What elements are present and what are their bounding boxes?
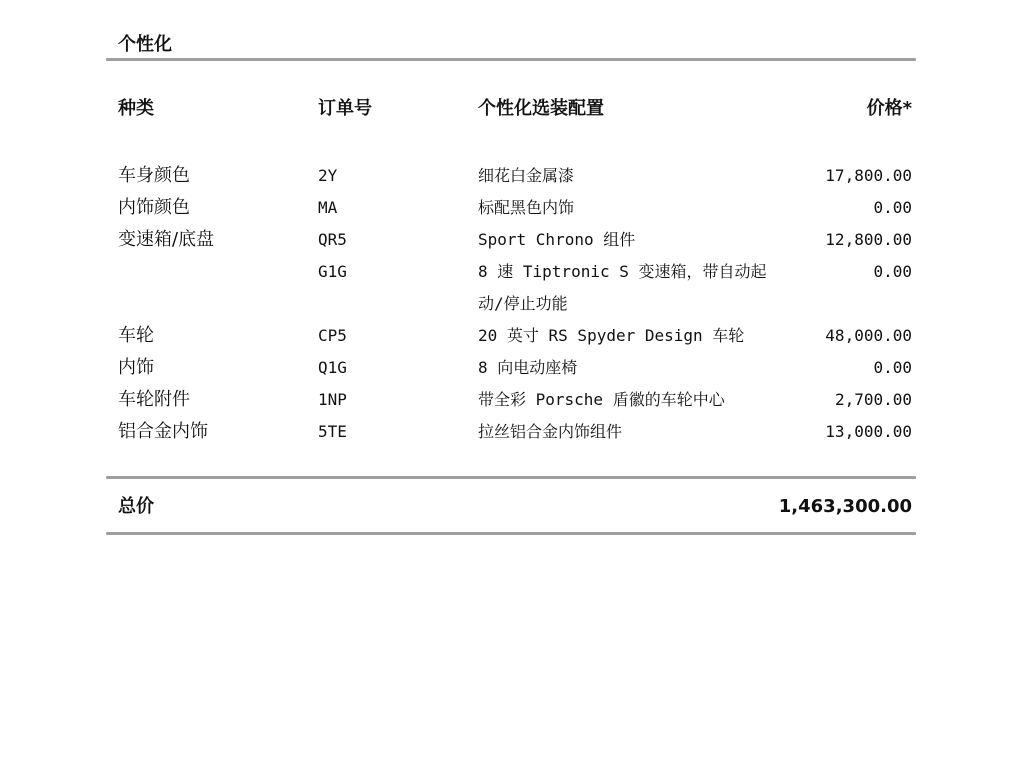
row-price: 48,000.00 — [825, 326, 912, 345]
row-option: 8 速 Tiptronic S 变速箱，带自动起动/停止功能 — [478, 262, 767, 313]
table-row — [0, 416, 1024, 448]
row-price: 17,800.00 — [825, 166, 912, 185]
row-category: 变速箱/底盘 — [118, 229, 215, 250]
row-option: 细花白金属漆 — [478, 166, 575, 185]
row-price: 0.00 — [873, 198, 912, 217]
options-table — [0, 160, 1024, 448]
row-code: 1NP — [318, 390, 347, 409]
column-header-category: 种类 — [118, 98, 154, 119]
row-option: 标配黑色内饰 — [478, 198, 575, 217]
table-row — [0, 160, 1024, 192]
total-divider-bottom — [106, 532, 916, 535]
row-category: 车轮附件 — [118, 389, 190, 410]
row-price: 2,700.00 — [834, 390, 912, 409]
row-price: 0.00 — [873, 358, 912, 377]
row-code: MA — [318, 198, 338, 217]
row-price: 13,000.00 — [825, 422, 912, 441]
table-row — [0, 320, 1024, 352]
row-category: 内饰 — [118, 357, 154, 378]
row-code: 5TE — [318, 422, 347, 441]
total-label: 总价 — [118, 496, 154, 517]
table-row — [0, 256, 1024, 320]
row-price: 0.00 — [873, 262, 912, 281]
section-title: 个性化 — [118, 34, 172, 55]
row-code: 2Y — [318, 166, 338, 185]
table-row — [0, 352, 1024, 384]
table-row — [0, 224, 1024, 256]
column-header-price: 价格* — [866, 98, 912, 119]
column-header-option: 个性化选装配置 — [478, 98, 604, 119]
row-code: QR5 — [318, 230, 347, 249]
row-code: G1G — [318, 262, 347, 281]
table-row — [0, 384, 1024, 416]
total-divider-top — [106, 476, 916, 479]
row-category: 车身颜色 — [118, 165, 190, 186]
row-option: 20 英寸 RS Spyder Design 车轮 — [478, 326, 745, 345]
total-value: 1,463,300.00 — [778, 496, 912, 517]
row-option: 拉丝铝合金内饰组件 — [478, 422, 623, 441]
row-option: 带全彩 Porsche 盾徽的车轮中心 — [478, 390, 725, 409]
row-category: 铝合金内饰 — [118, 421, 208, 442]
row-option: 8 向电动座椅 — [478, 358, 578, 377]
header-divider — [106, 58, 916, 61]
row-category: 内饰颜色 — [118, 197, 190, 218]
row-option: Sport Chrono 组件 — [478, 230, 636, 249]
column-header-order-number: 订单号 — [318, 98, 372, 119]
row-code: Q1G — [318, 358, 347, 377]
table-row — [0, 192, 1024, 224]
row-price: 12,800.00 — [825, 230, 912, 249]
row-category: 车轮 — [118, 325, 154, 346]
row-code: CP5 — [318, 326, 347, 345]
